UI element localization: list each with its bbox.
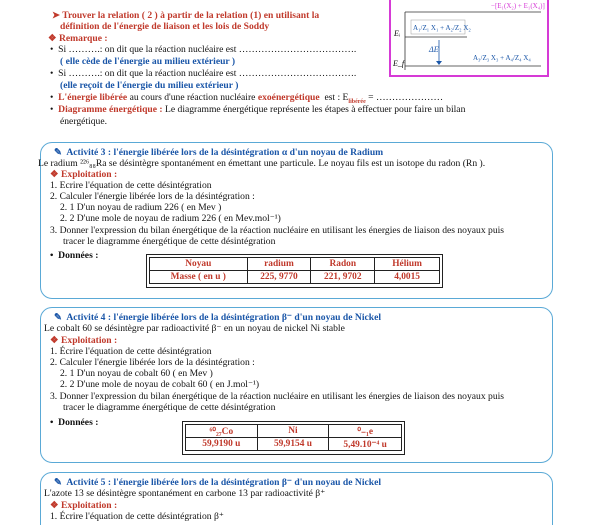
activity-3-donnees: • Données : xyxy=(50,250,99,261)
activity-3-q2: 2. Calculer l'énergie libérée lors de la désintégration : xyxy=(50,191,255,202)
table-row xyxy=(186,438,402,451)
table-header-cell: Ni xyxy=(257,425,329,438)
activity-4-q21: 2. 1 D'un noyau de cobalt 60 ( en Mev ) xyxy=(60,368,213,379)
table-header-cell: Noyau xyxy=(150,258,248,271)
diagram-delta-e: ΔE xyxy=(429,45,439,54)
activity-3-title: ✎ Activité 3 : l'énergie libérée lors de la désintégration α d'un noyau de Radium xyxy=(54,147,384,158)
table-cell: 59,9190 u xyxy=(186,438,258,451)
table-header-cell: Hélium xyxy=(375,258,440,271)
table-header-cell: ⁰₋₁e xyxy=(329,425,402,438)
table-cell: 5,49.10⁻⁴ u xyxy=(329,438,402,451)
activity-5-intro: L'azote 13 se désintègre spontanément en carbone 13 par radioactivité β⁺ xyxy=(44,488,326,499)
top-line-1: ➤ Trouver la relation ( 2 ) à partir de la relation (1) en utilisant la xyxy=(52,10,320,21)
diagram-ef: E_f xyxy=(393,59,405,68)
activity-4-q22: 2. 2 D'une mole de noyau de cobalt 60 ( en J.mol⁻¹) xyxy=(60,379,260,390)
diagram-products: A₃/Z₃ X₃ + A₄/Z₄ X₄ xyxy=(473,54,531,62)
table-header-cell: ⁶⁰₂₇Co xyxy=(186,425,258,438)
activity-3-intro: Le radium ²²⁶₈₈Ra se désintègre spontanément en émettant une particule. Le noyau fils est un isotope du radon (Rn ). xyxy=(38,158,486,169)
activity-4-table xyxy=(185,424,402,451)
table-row xyxy=(150,258,440,271)
diagram-top-formula: −[E₁(X₂) + E₁(X₄)] xyxy=(491,2,545,10)
activity-4-q3: 3. Donner l'expression du bilan énergétique de la réaction nucléaire en utilisant les énergies de liaison des noyaux puis xyxy=(50,391,505,402)
table-cell: Masse ( en u ) xyxy=(150,271,248,284)
cede-line: ( elle cède de l'énergie au milieu extérieur ) xyxy=(60,56,236,67)
remarque-label: ❖ Remarque : xyxy=(48,33,108,44)
activity-4-q1: 1. Écrire l'équation de cette désintégration xyxy=(50,346,212,357)
energy-diagram-svg xyxy=(391,0,551,77)
si-line-1: • Si ……….: on dit que la réaction nucléaire est ………………………………. xyxy=(50,44,357,55)
energy-diagram xyxy=(389,0,549,77)
recoit-line: (elle reçoit de l'énergie du milieu extérieur ) xyxy=(60,80,239,91)
diagramme-line: • Diagramme énergétique : Le diagramme énergétique représente les étapes à effectuer pour faire un bilan xyxy=(50,104,466,115)
activity-4-title: ✎ Activité 4 : l'énergie libérée lors de la désintégration β⁻ d'un noyau de Nickel xyxy=(54,312,381,323)
activity-4-exploitation: ❖ Exploitation : xyxy=(50,335,118,346)
activity-3-q1: 1. Ecrire l'équation de cette désintégration xyxy=(50,180,212,191)
activity-4-q3b: tracer le diagramme énergétique de cette désintégration xyxy=(63,402,276,413)
si-line-2: • Si ……….: on dit que la réaction nucléaire est ………………………………. xyxy=(50,68,357,79)
table-row xyxy=(186,425,402,438)
activity-3-q3: 3. Donner l'expression du bilan énergétique de la réaction nucléaire en utilisant les énergies de liaison des noyaux puis xyxy=(50,225,505,236)
activity-5-exploitation: ❖ Exploitation : xyxy=(50,500,118,511)
activity-3-q3b: tracer le diagramme énergétique de cette désintégration xyxy=(63,236,276,247)
table-cell: 225, 9770 xyxy=(247,271,311,284)
activity-4-q2: 2. Calculer l'énergie libérée lors de la désintégration : xyxy=(50,357,255,368)
energie-line: • L'énergie libérée au cours d'une réaction nucléaire exoénergétique est : $E_{libérée}$ = ………………… xyxy=(50,92,444,105)
activity-4-donnees: • Données : xyxy=(50,417,99,428)
table-header-cell: radium xyxy=(247,258,311,271)
table-row xyxy=(150,271,440,284)
activity-3-exploitation: ❖ Exploitation : xyxy=(50,169,118,180)
activity-3-q21: 2. 1 D'un noyau de radium 226 ( en Mev ) xyxy=(60,202,222,213)
table-header-cell: Radon xyxy=(311,258,375,271)
diagram-reactants: A₁/Z₁ X₁ + A₂/Z₂ X₂ xyxy=(413,24,471,32)
activity-5-title: ✎ Activité 5 : l'énergie libérée lors de la désintégration β⁻ d'un noyau de Nickel xyxy=(54,477,381,488)
activity-3-q22: 2. 2 D'une mole de noyau de radium 226 ( en Mev.mol⁻¹) xyxy=(60,213,281,224)
top-line-2: définition de l'énergie de liaison et les lois de Soddy xyxy=(60,21,270,32)
activity-5-q1: 1. Écrire l'équation de cette désintégration β⁺ xyxy=(50,511,224,522)
table-cell: 4,0015 xyxy=(375,271,440,284)
table-cell: 221, 9702 xyxy=(311,271,375,284)
activity-4-intro: Le cobalt 60 se désintègre par radioactivité β⁻ en un noyau de nickel Ni stable xyxy=(44,323,345,334)
diagram-ei: Eᵢ xyxy=(394,29,401,38)
table-cell: 59,9154 u xyxy=(257,438,329,451)
diagramme-line-2: énergétique. xyxy=(60,116,107,127)
activity-3-table xyxy=(149,257,440,284)
